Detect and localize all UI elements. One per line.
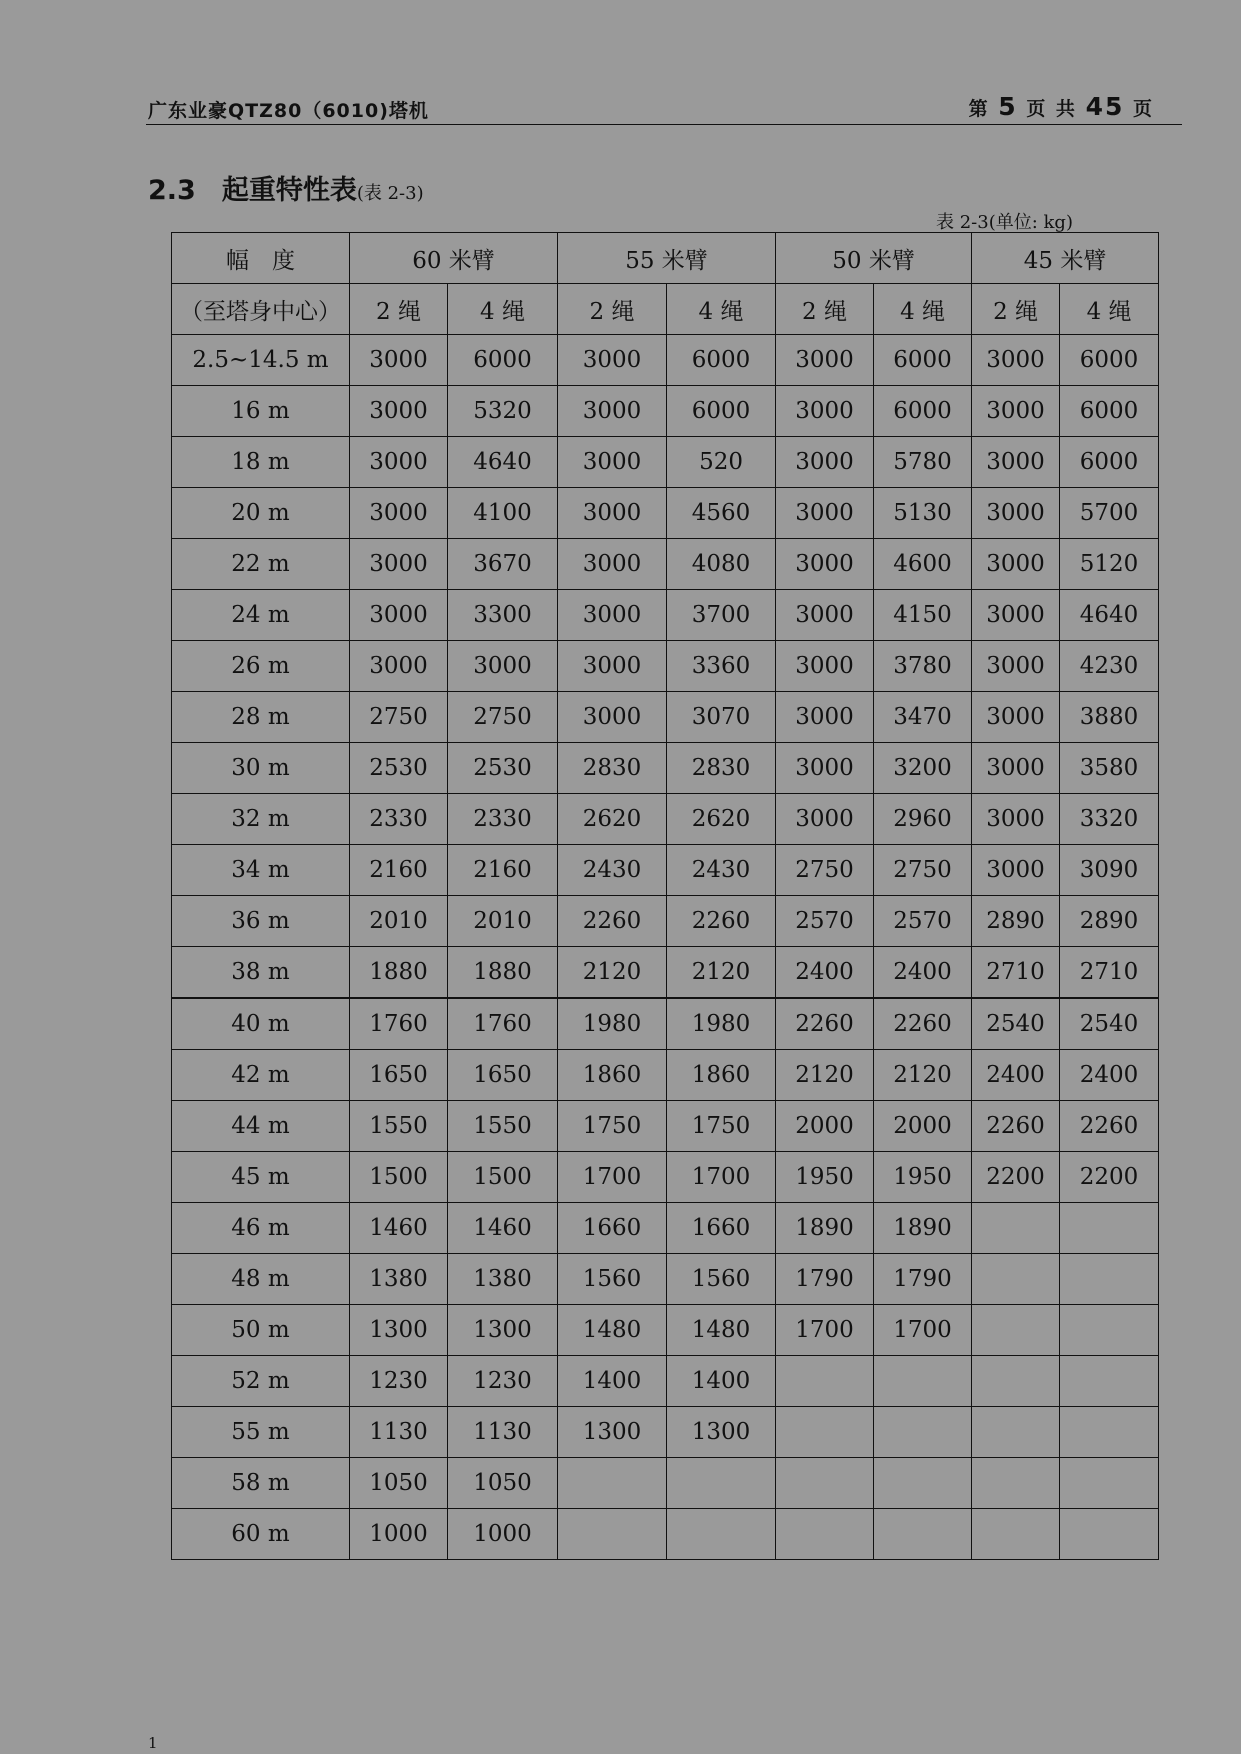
load-value-cell xyxy=(558,1458,667,1509)
load-value-cell: 3000 xyxy=(776,743,874,794)
table-body xyxy=(172,335,1159,1560)
load-value-cell: 2000 xyxy=(776,1101,874,1152)
load-value-cell: 2620 xyxy=(667,794,776,845)
load-value-cell: 1480 xyxy=(558,1305,667,1356)
load-value-cell: 3000 xyxy=(776,335,874,386)
load-value-cell: 3000 xyxy=(558,386,667,437)
load-value-cell: 1050 xyxy=(448,1458,558,1509)
load-value-cell: 3070 xyxy=(667,692,776,743)
load-value-cell: 3000 xyxy=(558,590,667,641)
document-title: 广东业豪QTZ80（6010)塔机 xyxy=(148,100,429,122)
load-value-cell: 2160 xyxy=(350,845,448,896)
table-row xyxy=(172,335,1159,386)
load-value-cell: 2330 xyxy=(350,794,448,845)
load-value-cell: 1130 xyxy=(448,1407,558,1458)
section-table-ref: (表 2-3) xyxy=(356,183,424,204)
load-value-cell xyxy=(972,1254,1060,1305)
load-value-cell: 3000 xyxy=(558,437,667,488)
load-value-cell: 1230 xyxy=(350,1356,448,1407)
load-value-cell: 2120 xyxy=(874,1050,972,1101)
load-value-cell: 2540 xyxy=(972,998,1060,1050)
section-number: 2.3 xyxy=(148,175,196,206)
load-value-cell: 1400 xyxy=(667,1356,776,1407)
load-value-cell: 1760 xyxy=(448,998,558,1050)
radius-cell: 44 m xyxy=(172,1101,350,1152)
load-value-cell: 6000 xyxy=(874,386,972,437)
table-row xyxy=(172,1203,1159,1254)
load-value-cell: 1760 xyxy=(350,998,448,1050)
section-title-text: 起重特性表 xyxy=(221,175,357,206)
load-value-cell: 2400 xyxy=(972,1050,1060,1101)
header-row-ropes xyxy=(172,284,1159,335)
load-value-cell xyxy=(1060,1203,1159,1254)
load-value-cell: 3000 xyxy=(972,335,1060,386)
load-value-cell: 2160 xyxy=(448,845,558,896)
load-value-cell: 3000 xyxy=(776,590,874,641)
rope-header: 4 绳 xyxy=(874,284,972,335)
table-row xyxy=(172,998,1159,1050)
radius-cell: 55 m xyxy=(172,1407,350,1458)
load-value-cell: 1560 xyxy=(558,1254,667,1305)
load-value-cell: 2750 xyxy=(350,692,448,743)
load-value-cell: 1890 xyxy=(776,1203,874,1254)
load-value-cell: 1890 xyxy=(874,1203,972,1254)
load-value-cell: 5130 xyxy=(874,488,972,539)
page-current: 5 xyxy=(998,92,1018,121)
radius-cell: 26 m xyxy=(172,641,350,692)
load-value-cell: 2750 xyxy=(448,692,558,743)
table-row xyxy=(172,947,1159,999)
load-value-cell: 1550 xyxy=(448,1101,558,1152)
load-value-cell: 4150 xyxy=(874,590,972,641)
table-row xyxy=(172,845,1159,896)
load-value-cell: 3000 xyxy=(776,794,874,845)
load-value-cell: 2260 xyxy=(667,896,776,947)
load-value-cell: 1550 xyxy=(350,1101,448,1152)
page-indicator-middle: 页 共 xyxy=(1026,98,1077,120)
load-value-cell: 2010 xyxy=(350,896,448,947)
table-row xyxy=(172,1458,1159,1509)
load-value-cell: 6000 xyxy=(667,335,776,386)
table-caption: 表 2-3(单位: kg) xyxy=(936,212,1073,233)
table-row xyxy=(172,896,1159,947)
load-value-cell: 1860 xyxy=(667,1050,776,1101)
load-value-cell: 6000 xyxy=(874,335,972,386)
load-value-cell xyxy=(667,1509,776,1560)
load-value-cell xyxy=(776,1407,874,1458)
load-value-cell: 2120 xyxy=(776,1050,874,1101)
load-value-cell xyxy=(558,1509,667,1560)
load-value-cell: 1950 xyxy=(776,1152,874,1203)
load-value-cell: 4640 xyxy=(448,437,558,488)
rope-header: 4 绳 xyxy=(1060,284,1159,335)
load-value-cell: 3000 xyxy=(350,641,448,692)
radius-cell: 40 m xyxy=(172,998,350,1050)
load-value-cell: 2830 xyxy=(667,743,776,794)
load-value-cell xyxy=(667,1458,776,1509)
load-value-cell: 1700 xyxy=(558,1152,667,1203)
load-value-cell xyxy=(1060,1254,1159,1305)
load-value-cell: 2570 xyxy=(776,896,874,947)
page-total: 45 xyxy=(1085,92,1125,121)
radius-cell: 48 m xyxy=(172,1254,350,1305)
load-value-cell: 3000 xyxy=(350,386,448,437)
load-value-cell: 3000 xyxy=(776,692,874,743)
table-row xyxy=(172,1050,1159,1101)
load-value-cell: 3700 xyxy=(667,590,776,641)
load-value-cell xyxy=(972,1356,1060,1407)
load-value-cell: 3000 xyxy=(558,641,667,692)
radius-header: 幅 度 xyxy=(172,233,350,284)
load-value-cell xyxy=(972,1458,1060,1509)
radius-cell: 46 m xyxy=(172,1203,350,1254)
load-value-cell: 6000 xyxy=(667,386,776,437)
load-value-cell: 3000 xyxy=(350,437,448,488)
load-value-cell: 2200 xyxy=(972,1152,1060,1203)
load-value-cell: 3000 xyxy=(972,845,1060,896)
table-row xyxy=(172,386,1159,437)
load-value-cell: 2260 xyxy=(558,896,667,947)
load-value-cell: 3000 xyxy=(972,386,1060,437)
load-value-cell: 2400 xyxy=(1060,1050,1159,1101)
radius-cell: 2.5~14.5 m xyxy=(172,335,350,386)
load-value-cell: 6000 xyxy=(1060,335,1159,386)
radius-subheader: （至塔身中心） xyxy=(172,284,350,335)
load-value-cell xyxy=(874,1407,972,1458)
load-value-cell: 2750 xyxy=(776,845,874,896)
load-value-cell: 3000 xyxy=(972,692,1060,743)
load-value-cell: 3000 xyxy=(972,590,1060,641)
table-row xyxy=(172,794,1159,845)
header-row-arms xyxy=(172,233,1159,284)
load-value-cell: 1750 xyxy=(558,1101,667,1152)
load-value-cell: 2530 xyxy=(350,743,448,794)
load-value-cell xyxy=(1060,1407,1159,1458)
load-value-cell: 3780 xyxy=(874,641,972,692)
load-value-cell xyxy=(1060,1356,1159,1407)
table-row xyxy=(172,488,1159,539)
radius-cell: 30 m xyxy=(172,743,350,794)
load-value-cell: 1650 xyxy=(350,1050,448,1101)
radius-cell: 32 m xyxy=(172,794,350,845)
load-value-cell: 4560 xyxy=(667,488,776,539)
load-value-cell: 2400 xyxy=(776,947,874,999)
load-value-cell: 1980 xyxy=(667,998,776,1050)
load-value-cell: 3000 xyxy=(776,437,874,488)
load-value-cell xyxy=(972,1305,1060,1356)
load-value-cell: 3360 xyxy=(667,641,776,692)
radius-cell: 38 m xyxy=(172,947,350,999)
load-value-cell: 2890 xyxy=(972,896,1060,947)
load-value-cell: 3000 xyxy=(972,641,1060,692)
load-value-cell: 3300 xyxy=(448,590,558,641)
load-value-cell: 2430 xyxy=(558,845,667,896)
load-value-cell: 2620 xyxy=(558,794,667,845)
load-value-cell: 1480 xyxy=(667,1305,776,1356)
load-value-cell: 1660 xyxy=(667,1203,776,1254)
radius-cell: 45 m xyxy=(172,1152,350,1203)
load-value-cell: 2000 xyxy=(874,1101,972,1152)
radius-cell: 34 m xyxy=(172,845,350,896)
table-row xyxy=(172,641,1159,692)
load-value-cell: 3580 xyxy=(1060,743,1159,794)
arm-header-45: 45 米臂 xyxy=(972,233,1159,284)
load-value-cell: 1880 xyxy=(448,947,558,999)
load-value-cell: 2120 xyxy=(558,947,667,999)
load-value-cell: 520 xyxy=(667,437,776,488)
load-value-cell: 3200 xyxy=(874,743,972,794)
load-value-cell: 2830 xyxy=(558,743,667,794)
section-heading xyxy=(148,168,424,207)
page-indicator xyxy=(969,92,1154,121)
load-value-cell: 3000 xyxy=(350,335,448,386)
load-value-cell: 5120 xyxy=(1060,539,1159,590)
radius-cell: 52 m xyxy=(172,1356,350,1407)
load-value-cell: 2890 xyxy=(1060,896,1159,947)
load-value-cell: 1650 xyxy=(448,1050,558,1101)
load-value-cell: 3000 xyxy=(776,488,874,539)
load-value-cell: 1230 xyxy=(448,1356,558,1407)
load-value-cell: 1300 xyxy=(667,1407,776,1458)
load-value-cell: 1300 xyxy=(448,1305,558,1356)
load-value-cell: 3880 xyxy=(1060,692,1159,743)
load-value-cell: 2260 xyxy=(1060,1101,1159,1152)
radius-cell: 20 m xyxy=(172,488,350,539)
table-row xyxy=(172,743,1159,794)
load-value-cell: 1660 xyxy=(558,1203,667,1254)
load-value-cell: 1500 xyxy=(350,1152,448,1203)
table-row xyxy=(172,1101,1159,1152)
load-value-cell: 1880 xyxy=(350,947,448,999)
load-value-cell xyxy=(972,1203,1060,1254)
load-value-cell: 1500 xyxy=(448,1152,558,1203)
rope-header: 4 绳 xyxy=(448,284,558,335)
load-value-cell: 2010 xyxy=(448,896,558,947)
load-value-cell: 3000 xyxy=(350,539,448,590)
load-value-cell: 3670 xyxy=(448,539,558,590)
load-value-cell: 3000 xyxy=(558,335,667,386)
load-value-cell: 5320 xyxy=(448,386,558,437)
load-value-cell: 1980 xyxy=(558,998,667,1050)
load-value-cell: 3000 xyxy=(558,692,667,743)
load-value-cell: 2570 xyxy=(874,896,972,947)
load-value-cell xyxy=(874,1509,972,1560)
page-indicator-prefix: 第 xyxy=(968,98,990,120)
load-value-cell: 4640 xyxy=(1060,590,1159,641)
load-value-cell: 4100 xyxy=(448,488,558,539)
table-row xyxy=(172,692,1159,743)
load-value-cell: 2530 xyxy=(448,743,558,794)
load-value-cell: 1950 xyxy=(874,1152,972,1203)
arm-header-55: 55 米臂 xyxy=(558,233,776,284)
load-value-cell: 3000 xyxy=(776,386,874,437)
load-value-cell: 3320 xyxy=(1060,794,1159,845)
rope-header: 4 绳 xyxy=(667,284,776,335)
load-value-cell: 3000 xyxy=(972,488,1060,539)
load-value-cell: 2400 xyxy=(874,947,972,999)
table-row xyxy=(172,1509,1159,1560)
load-value-cell: 1380 xyxy=(350,1254,448,1305)
load-value-cell: 2260 xyxy=(874,998,972,1050)
rope-header: 2 绳 xyxy=(350,284,448,335)
footer-page-number: 1 xyxy=(148,1734,158,1752)
load-value-cell: 1380 xyxy=(448,1254,558,1305)
load-value-cell: 3470 xyxy=(874,692,972,743)
load-value-cell: 1460 xyxy=(448,1203,558,1254)
rope-header: 2 绳 xyxy=(558,284,667,335)
load-value-cell: 1700 xyxy=(776,1305,874,1356)
load-value-cell: 2430 xyxy=(667,845,776,896)
load-value-cell: 1460 xyxy=(350,1203,448,1254)
load-value-cell: 6000 xyxy=(1060,437,1159,488)
load-value-cell: 6000 xyxy=(448,335,558,386)
radius-cell: 22 m xyxy=(172,539,350,590)
table-row xyxy=(172,1152,1159,1203)
load-value-cell: 4600 xyxy=(874,539,972,590)
radius-cell: 18 m xyxy=(172,437,350,488)
load-value-cell: 3000 xyxy=(776,641,874,692)
radius-cell: 50 m xyxy=(172,1305,350,1356)
load-chart-table xyxy=(171,232,1159,1560)
load-value-cell: 3000 xyxy=(558,488,667,539)
load-value-cell: 2330 xyxy=(448,794,558,845)
rope-header: 2 绳 xyxy=(972,284,1060,335)
table-row xyxy=(172,1254,1159,1305)
page-header xyxy=(146,94,1182,125)
load-value-cell: 2710 xyxy=(972,947,1060,999)
load-value-cell xyxy=(1060,1305,1159,1356)
load-value-cell: 3000 xyxy=(972,539,1060,590)
load-value-cell xyxy=(1060,1509,1159,1560)
load-value-cell: 3000 xyxy=(972,743,1060,794)
load-value-cell: 4230 xyxy=(1060,641,1159,692)
load-value-cell: 5700 xyxy=(1060,488,1159,539)
load-value-cell: 3000 xyxy=(558,539,667,590)
radius-cell: 42 m xyxy=(172,1050,350,1101)
load-value-cell: 3000 xyxy=(350,590,448,641)
load-value-cell: 3000 xyxy=(350,488,448,539)
radius-cell: 36 m xyxy=(172,896,350,947)
load-value-cell: 1130 xyxy=(350,1407,448,1458)
load-value-cell: 1750 xyxy=(667,1101,776,1152)
load-value-cell: 1700 xyxy=(667,1152,776,1203)
load-value-cell: 3000 xyxy=(972,437,1060,488)
radius-cell: 58 m xyxy=(172,1458,350,1509)
load-value-cell: 1790 xyxy=(776,1254,874,1305)
load-value-cell: 1000 xyxy=(448,1509,558,1560)
load-value-cell: 2750 xyxy=(874,845,972,896)
table-row xyxy=(172,539,1159,590)
load-value-cell xyxy=(776,1458,874,1509)
load-value-cell: 2200 xyxy=(1060,1152,1159,1203)
load-value-cell: 2960 xyxy=(874,794,972,845)
load-value-cell xyxy=(972,1509,1060,1560)
arm-header-60: 60 米臂 xyxy=(350,233,558,284)
load-value-cell: 2260 xyxy=(972,1101,1060,1152)
rope-header: 2 绳 xyxy=(776,284,874,335)
load-value-cell: 3090 xyxy=(1060,845,1159,896)
load-value-cell xyxy=(972,1407,1060,1458)
arm-header-50: 50 米臂 xyxy=(776,233,972,284)
radius-cell: 16 m xyxy=(172,386,350,437)
table-row xyxy=(172,1356,1159,1407)
load-value-cell: 3000 xyxy=(972,794,1060,845)
load-value-cell xyxy=(1060,1458,1159,1509)
load-value-cell: 1400 xyxy=(558,1356,667,1407)
table-row xyxy=(172,1305,1159,1356)
load-value-cell: 2710 xyxy=(1060,947,1159,999)
load-value-cell: 1790 xyxy=(874,1254,972,1305)
load-value-cell: 1300 xyxy=(558,1407,667,1458)
load-value-cell: 1050 xyxy=(350,1458,448,1509)
load-value-cell: 1560 xyxy=(667,1254,776,1305)
load-value-cell: 3000 xyxy=(776,539,874,590)
table-row xyxy=(172,1407,1159,1458)
load-value-cell: 4080 xyxy=(667,539,776,590)
radius-cell: 60 m xyxy=(172,1509,350,1560)
load-value-cell: 2120 xyxy=(667,947,776,999)
load-value-cell xyxy=(874,1356,972,1407)
load-value-cell: 1000 xyxy=(350,1509,448,1560)
table-row xyxy=(172,437,1159,488)
load-value-cell: 1860 xyxy=(558,1050,667,1101)
load-value-cell xyxy=(776,1509,874,1560)
radius-cell: 24 m xyxy=(172,590,350,641)
load-value-cell: 5780 xyxy=(874,437,972,488)
load-value-cell: 1300 xyxy=(350,1305,448,1356)
page-indicator-suffix: 页 xyxy=(1132,98,1154,120)
radius-cell: 28 m xyxy=(172,692,350,743)
load-value-cell: 6000 xyxy=(1060,386,1159,437)
load-value-cell: 1700 xyxy=(874,1305,972,1356)
load-value-cell xyxy=(874,1458,972,1509)
load-value-cell xyxy=(776,1356,874,1407)
load-value-cell: 2540 xyxy=(1060,998,1159,1050)
load-value-cell: 3000 xyxy=(448,641,558,692)
table-row xyxy=(172,590,1159,641)
load-value-cell: 2260 xyxy=(776,998,874,1050)
